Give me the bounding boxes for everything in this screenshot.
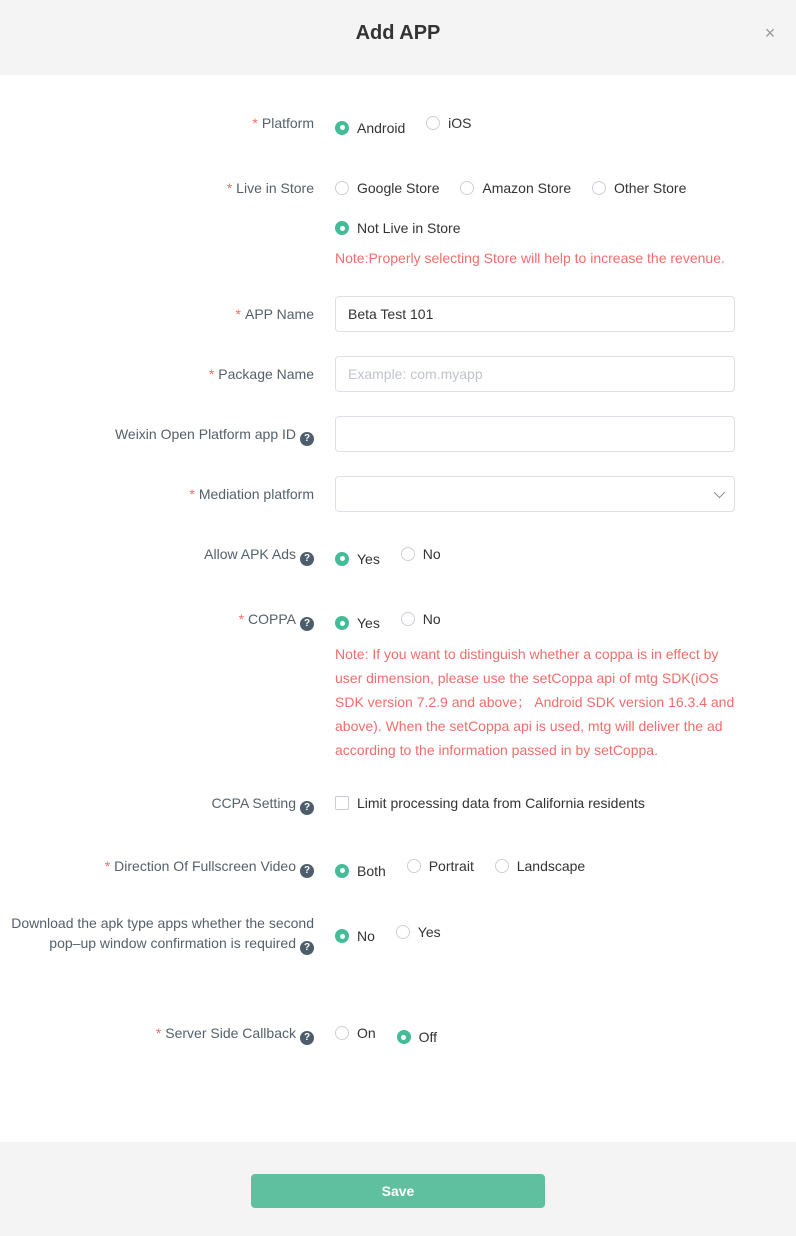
required-asterisk: * — [155, 1024, 162, 1041]
radio-option-download-no[interactable]: No — [335, 927, 375, 945]
field-package-name — [0, 356, 796, 392]
field-app-name — [0, 296, 796, 332]
radio-option-google-store[interactable]: Google Store — [335, 179, 440, 197]
help-icon[interactable]: ? — [300, 801, 314, 815]
radio-icon[interactable] — [335, 929, 349, 943]
field-direction-of-fullscreen-video — [0, 857, 796, 880]
live-in-store-options — [335, 179, 735, 270]
mediation-platform-select[interactable] — [335, 476, 735, 512]
radio-option-coppa-no[interactable]: No — [401, 610, 441, 628]
radio-icon[interactable] — [426, 116, 440, 130]
radio-icon[interactable] — [592, 181, 606, 195]
package-name-input[interactable] — [335, 356, 735, 392]
save-button[interactable]: Save — [251, 1174, 545, 1208]
radio-option-other-store[interactable]: Other Store — [592, 179, 686, 197]
field-download-confirmation — [0, 913, 796, 955]
store-options-row1 — [335, 179, 735, 199]
radio-option-callback-off[interactable]: Off — [397, 1028, 437, 1046]
checkbox-icon[interactable] — [335, 796, 349, 810]
radio-icon[interactable] — [335, 221, 349, 235]
help-icon[interactable]: ? — [300, 864, 314, 878]
direction-label: * Direction Of Fullscreen Video ? — [0, 857, 314, 878]
field-platform — [0, 114, 796, 137]
help-icon[interactable]: ? — [300, 432, 314, 446]
app-name-control — [335, 296, 735, 332]
radio-option-callback-on[interactable]: On — [335, 1024, 376, 1042]
field-ccpa-setting — [0, 794, 796, 815]
radio-icon[interactable] — [335, 121, 349, 135]
radio-option-ios[interactable]: iOS — [426, 114, 471, 132]
direction-options — [335, 857, 735, 880]
required-asterisk: * — [226, 179, 233, 196]
weixin-app-id-label: Weixin Open Platform app ID ? — [0, 416, 314, 452]
download-confirmation-options — [335, 913, 735, 946]
radio-option-download-yes[interactable]: Yes — [396, 923, 441, 941]
field-server-side-callback — [0, 1024, 796, 1047]
ccpa-setting-control — [335, 794, 735, 814]
radio-option-not-live-in-store[interactable]: Not Live in Store — [335, 219, 461, 237]
ccpa-setting-label: CCPA Setting ? — [0, 794, 314, 815]
radio-icon[interactable] — [495, 859, 509, 873]
radio-icon[interactable] — [396, 925, 410, 939]
download-confirmation-label: Download the apk type apps whether the second pop–up window confirmation is required ? — [11, 914, 314, 953]
field-weixin-app-id — [0, 416, 796, 452]
radio-option-coppa-yes[interactable]: Yes — [335, 614, 380, 632]
server-side-callback-options — [335, 1024, 735, 1047]
radio-icon[interactable] — [397, 1030, 411, 1044]
radio-icon[interactable] — [335, 864, 349, 878]
radio-option-landscape[interactable]: Landscape — [495, 857, 586, 875]
radio-icon[interactable] — [335, 616, 349, 630]
dialog-body — [0, 75, 796, 1142]
dialog-header — [0, 0, 796, 75]
allow-apk-ads-options — [335, 545, 735, 568]
radio-icon[interactable] — [407, 859, 421, 873]
coppa-options — [335, 610, 735, 763]
radio-option-portrait[interactable]: Portrait — [407, 857, 474, 875]
weixin-app-id-control — [335, 416, 735, 452]
field-live-in-store — [0, 179, 796, 270]
radio-option-android[interactable]: Android — [335, 119, 405, 137]
live-in-store-label: * Live in Store — [226, 179, 314, 196]
help-icon[interactable]: ? — [300, 617, 314, 631]
package-name-control — [335, 356, 735, 392]
radio-icon[interactable] — [335, 181, 349, 195]
radio-option-allow-yes[interactable]: Yes — [335, 550, 380, 568]
app-name-label: * APP Name — [235, 306, 314, 322]
store-options-row2 — [335, 217, 735, 238]
radio-icon[interactable] — [335, 552, 349, 566]
server-side-callback-label: * Server Side Callback ? — [0, 1024, 314, 1045]
weixin-app-id-input[interactable] — [335, 416, 735, 452]
coppa-radio-row — [335, 610, 735, 633]
store-note: Note:Properly selecting Store will help to increase the revenue. — [335, 250, 725, 266]
radio-option-allow-no[interactable]: No — [401, 545, 441, 563]
mediation-platform-control — [335, 476, 735, 512]
help-icon[interactable]: ? — [300, 941, 314, 955]
radio-icon[interactable] — [401, 547, 415, 561]
required-asterisk: * — [235, 306, 241, 322]
platform-label: * Platform — [252, 115, 314, 131]
radio-icon[interactable] — [460, 181, 474, 195]
package-name-label: * Package Name — [208, 366, 314, 382]
radio-option-both[interactable]: Both — [335, 862, 386, 880]
allow-apk-ads-label: Allow APK Ads ? — [0, 545, 314, 566]
required-asterisk: * — [252, 115, 258, 131]
radio-icon[interactable] — [335, 1026, 349, 1040]
field-allow-apk-ads — [0, 545, 796, 568]
required-asterisk: * — [208, 366, 215, 382]
field-coppa — [0, 610, 796, 763]
ccpa-checkbox-option[interactable]: Limit processing data from California residents — [335, 794, 645, 812]
dialog-footer — [0, 1142, 796, 1236]
platform-options — [335, 114, 735, 137]
mediation-platform-label: * Mediation platform — [189, 486, 314, 502]
required-asterisk: * — [189, 486, 195, 502]
dialog-title: Add APP — [355, 22, 441, 44]
help-icon[interactable]: ? — [300, 552, 314, 566]
chevron-down-icon — [714, 487, 725, 498]
coppa-label: * COPPA ? — [0, 610, 314, 631]
radio-icon[interactable] — [401, 612, 415, 626]
coppa-note: Note: If you want to distinguish whether a coppa is in effect by user dimension, please use the setCoppa api of mtg SDK(iOS SDK version 7.2.9 and above； Android SDK version 16.3.4 and above). When the setCoppa api is used, mtg will deliver the ad according to the information passed in by setCoppa. — [335, 646, 735, 758]
app-name-input[interactable] — [335, 296, 735, 332]
radio-option-amazon-store[interactable]: Amazon Store — [460, 179, 571, 197]
required-asterisk: * — [238, 610, 245, 627]
help-icon[interactable]: ? — [300, 1031, 314, 1045]
close-icon[interactable]: × — [760, 23, 780, 43]
required-asterisk: * — [104, 858, 111, 874]
field-mediation-platform — [0, 476, 796, 512]
